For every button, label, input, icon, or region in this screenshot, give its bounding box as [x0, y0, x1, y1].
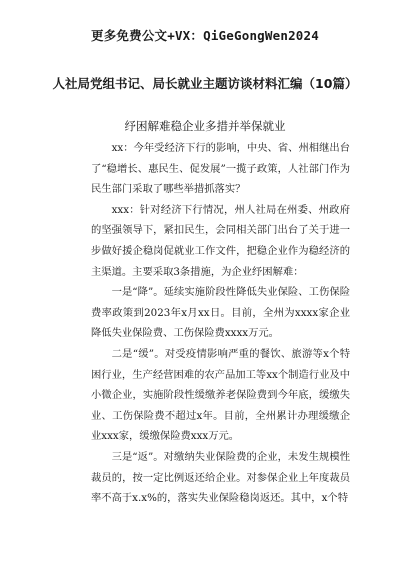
promo-banner: 更多免费公文+VX：QiGeGongWen2024: [91, 28, 319, 43]
paragraph: 三是“返”。对缴纳失业保险费的企业，未发生规模性裁员的，按一定比例返还给企业。对参保企业上年度裁员率不高于x.x%的，落实失业保险稳岗返还。其中，x个特: [91, 450, 350, 505]
paragraph: 二是“缓”。对受疫情影响严重的餐饮、旅游等x个特困行业，生产经营困难的农产品加工等xx个制造行业及中小微企业，实施阶段性缓缴养老保险费到今年底，缓缴失业、工伤保险费不超过x年。目前，全州累计办理缓缴企业xxx家，缓缴保险费xxx万元。: [91, 347, 350, 443]
document-title: 人社局党组书记、局长就业主题访谈材料汇编（10篇）: [52, 76, 358, 91]
section-title: 纾困解难稳企业多措并举保就业: [124, 119, 286, 133]
article-body: [91, 138, 350, 509]
paragraph: xxx：针对经济下行情况，州人社局在州委、州政府的坚强领导下，紧扣民生，会同相关部门出台了关于进一步做好援企稳岗促就业工作文件，把稳企业作为稳经济的主渠道。主要采取3条措施，为企业纾困解难：: [91, 203, 350, 278]
paragraph: 一是“降”。延续实施阶段性降低失业保险、工伤保险费率政策到2023年x月xx日。目前，全州为xxxx家企业降低失业保险费、工伤保险费xxxx万元。: [91, 286, 350, 340]
paragraph: xx：今年受经济下行的影响，中央、省、州相继出台了“稳增长、惠民生、促发展”一揽子政策，人社部门作为民生部门采取了哪些举措抓落实？: [91, 142, 350, 196]
